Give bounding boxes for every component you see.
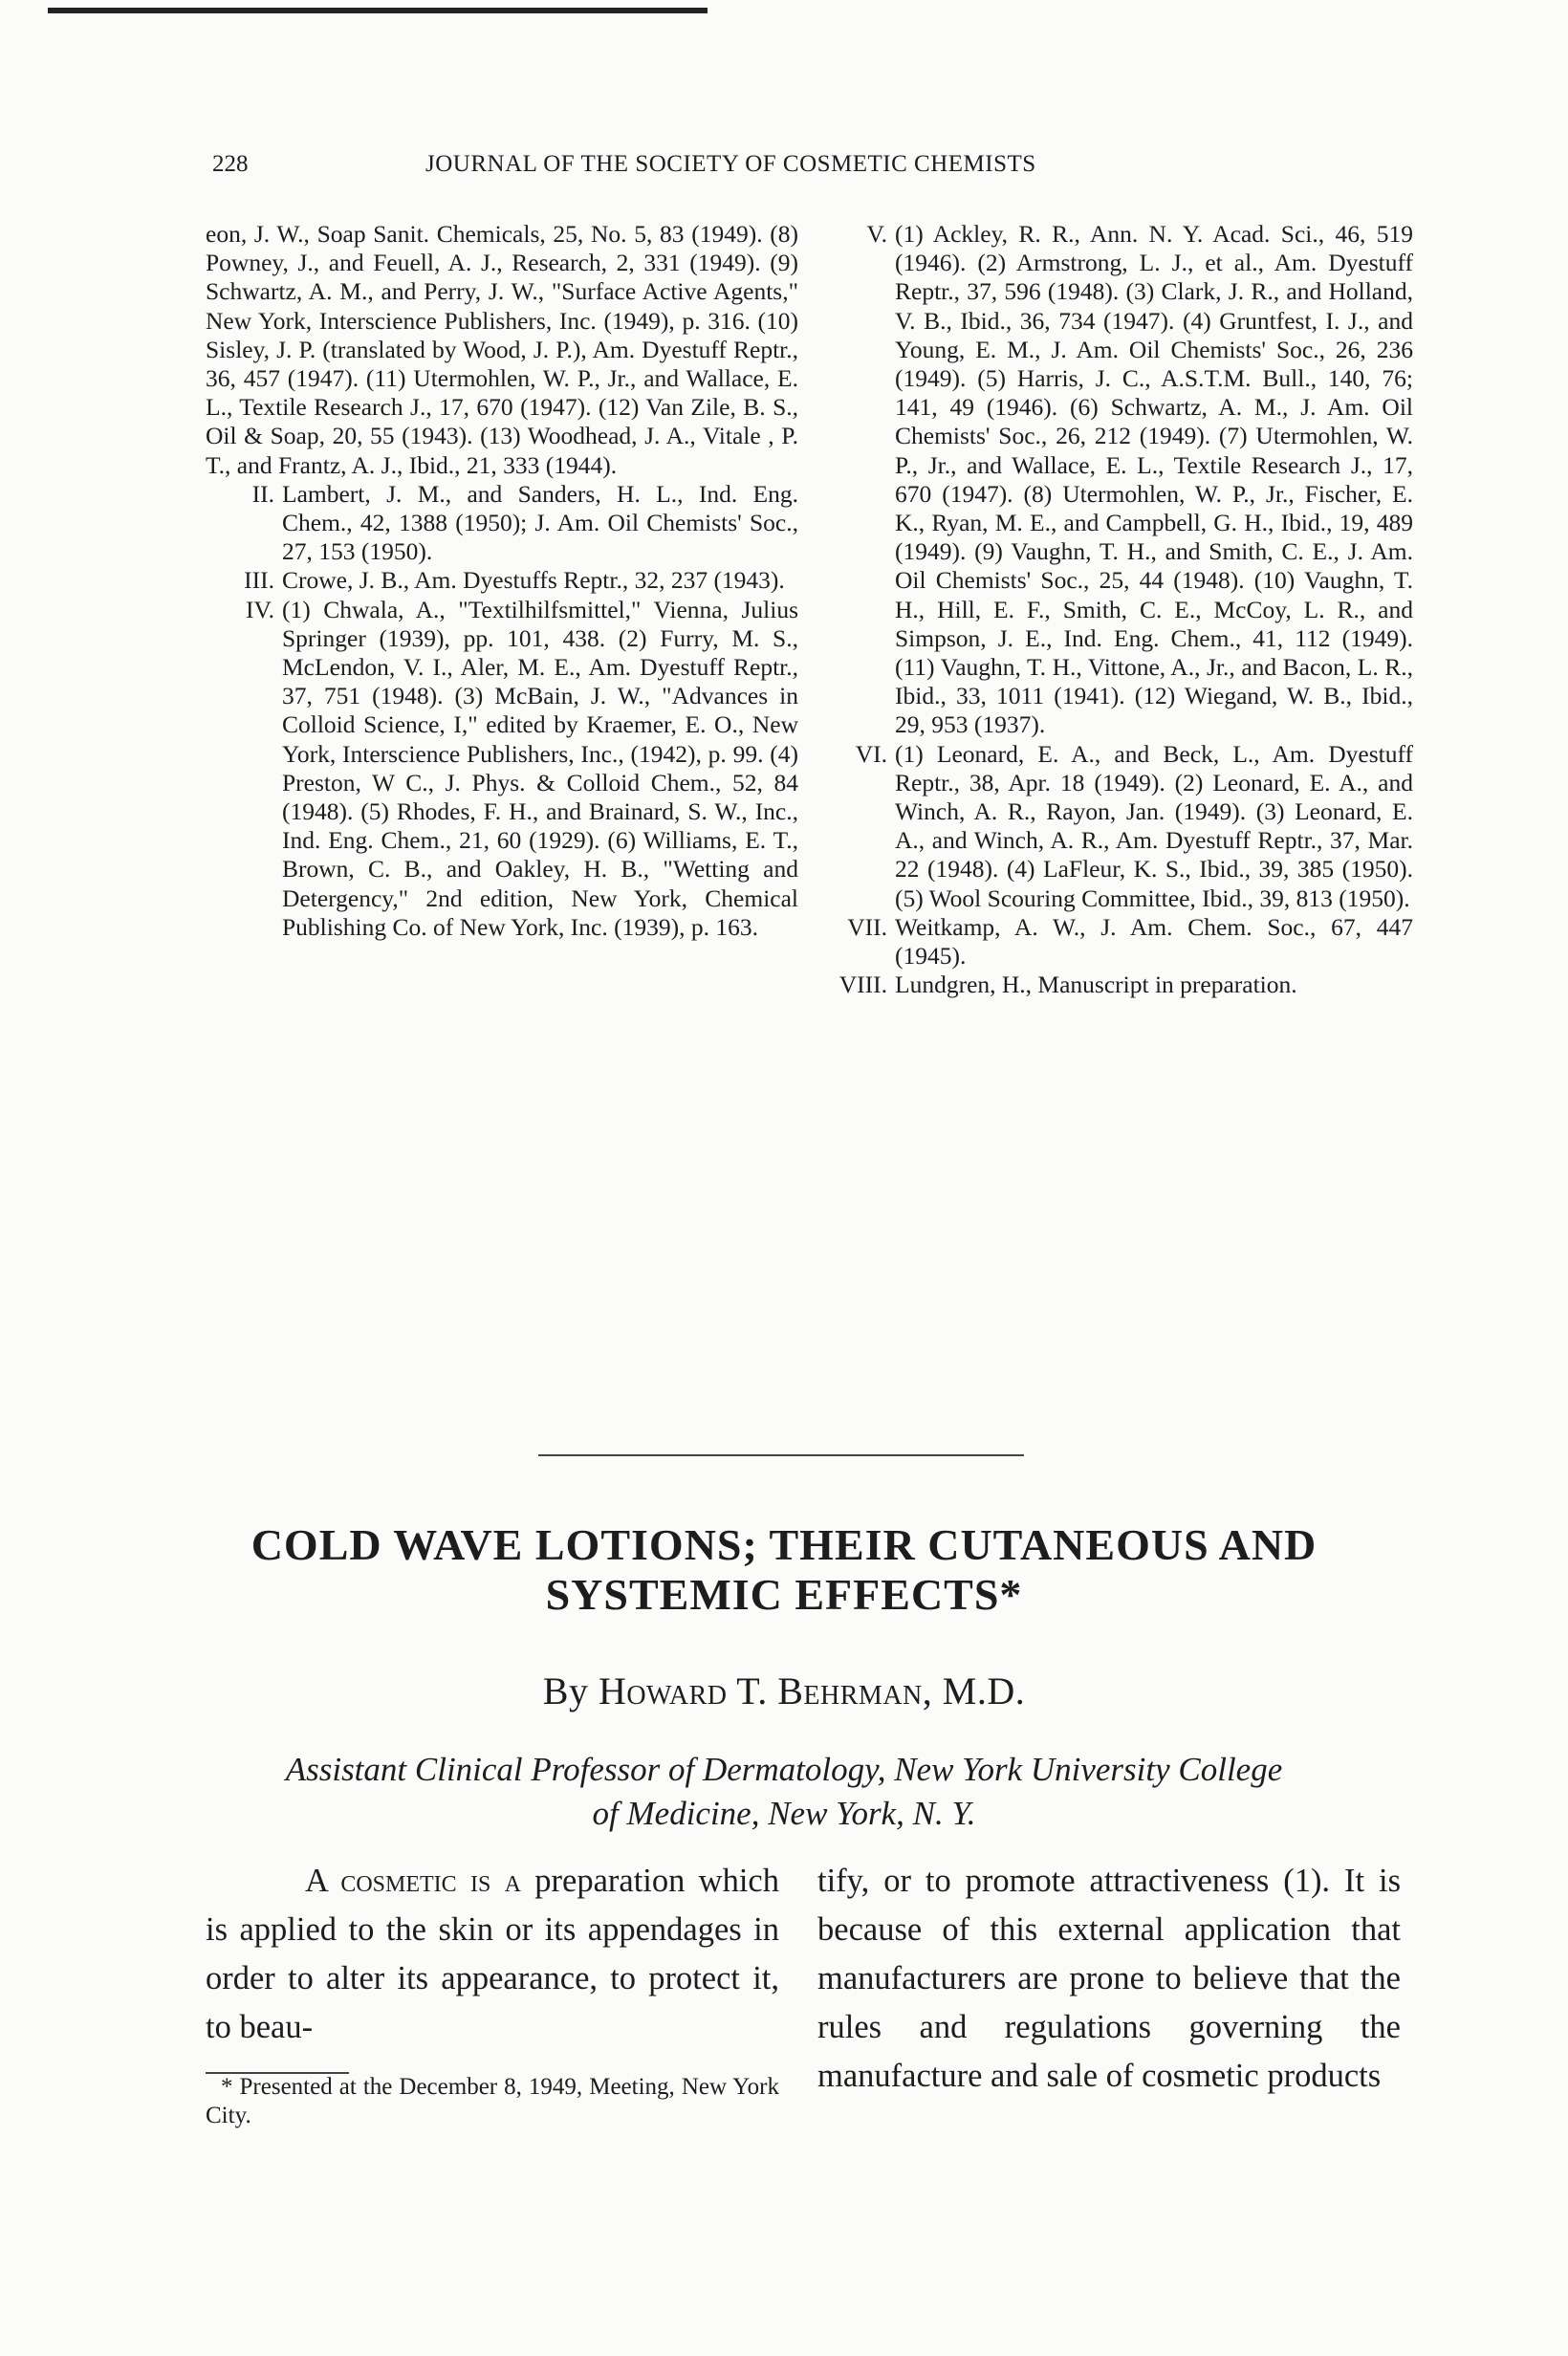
reference-entry [206, 220, 798, 480]
reference-text: Crowe, J. B., Am. Dyestuffs Reptr., 32, 237 (1943). [282, 566, 785, 595]
reference-number: V. [866, 220, 887, 248]
references-left-column [206, 220, 798, 942]
body-paragraph: tify, or to promote attractiveness (1). It is because of this external application that manufacturers are prone to believe that the rules and regulations governing the manufacture and sale of cosmetic products [817, 1863, 1401, 2094]
reference-text: (1) Ackley, R. R., Ann. N. Y. Acad. Sci., 46, 519 (1946). (2) Armstrong, L. J., et al., Am. Dyestuff Reptr., 37, 596 (1948). (3) Clark, J. R., and Holland, V. B., Ibid., 36, 734 (1947). (4) Gruntfest, I. J., and Young, E. M., J. Am. Oil Chemists' Soc., 26, 236 (1949). (5) Harris, J. C., A.S.T.M. Bull., 140, 76; 141, 49 (1946). (6) Schwartz, A. M., J. Am. Oil Chemists' Soc., 26, 212 (1949). (7) Utermohlen, W. P., Jr., and Wallace, E. L., Textile Research J., 17, 670 (1947). (8) Utermohlen, W. P., Jr., Fischer, E. K., Ryan, M. E., and Campbell, G. H., Ibid., 19, 489 (1949). (9) Vaughn, T. H., and Smith, C. E., J. Am. Oil Chemists' Soc., 25, 44 (1948). (10) Vaughn, T. H., Hill, E. F., Smith, C. E., McCoy, L. R., and Simpson, J. E., Ind. Eng. Chem., 41, 112 (1949). (11) Vaughn, T. H., Vittone, A., Jr., and Bacon, L. R., Ibid., 33, 1011 (1941). (12) Wiegand, W. B., Ibid., 29, 953 (1937). [895, 220, 1413, 739]
reference-entry [206, 596, 798, 942]
reference-entry [818, 971, 1413, 999]
reference-entry [818, 740, 1413, 913]
reference-number: IV. [246, 595, 274, 623]
body-column-right [817, 1857, 1401, 2101]
byline [143, 1669, 1425, 1713]
reference-number: II. [251, 479, 274, 508]
references-right-column [818, 220, 1413, 999]
reference-text: (1) Chwala, A., "Textilhilfsmittel," Vienna, Julius Springer (1939), pp. 101, 438. (2) Furry, M. S., McLendon, V. I., Aler, M. E., Am. Dyestuff Reptr., 37, 751 (1948). (3) McBain, J. W., "Advances in Colloid Science, I," edited by Kraemer, E. O., New York, Interscience Publishers, Inc., (1942), p. 99. (4) Preston, W C., J. Phys. & Colloid Chem., 52, 84 (1948). (5) Rhodes, F. H., and Brainard, S. W., Inc., Ind. Eng. Chem., 21, 60 (1929). (6) Williams, E. T., Brown, C. B., and Oakley, H. B., "Wetting and Detergency," 2nd edition, New York, Chemical Publishing Co. of New York, Inc. (1939), p. 163. [282, 595, 798, 941]
reference-entry [818, 913, 1413, 971]
reference-entry [206, 566, 798, 595]
article-title-line: SYSTEMIC EFFECTS* [545, 1570, 1023, 1619]
reference-text: Lambert, J. M., and Sanders, H. L., Ind. Eng. Chem., 42, 1388 (1950); J. Am. Oil Chemists' Soc., 27, 153 (1950). [282, 479, 798, 566]
affiliation-line: of Medicine, New York, N. Y. [592, 1795, 976, 1832]
page-number: 228 [212, 151, 249, 177]
reference-text: (1) Leonard, E. A., and Beck, L., Am. Dyestuff Reptr., 38, Apr. 18 (1949). (2) Leonard, E. A., and Winch, A. R., Rayon, Jan. (1949). (3) Leonard, E. A., and Winch, A. R., Am. Dyestuff Reptr., 37, Mar. 22 (1948). (4) LaFleur, K. S., Ibid., 39, 385 (1950). (5) Wool Scouring Committee, Ibid., 39, 813 (1950). [895, 739, 1413, 912]
author-affiliation [191, 1748, 1377, 1836]
author-name: Howard T. Behrman, M.D. [598, 1669, 1026, 1712]
byline-by: By [542, 1669, 589, 1712]
body-paragraph: preparation which is applied to the skin or its appendages in order to alter its appearance, to protect it, to beau- [206, 1863, 779, 2045]
reference-number: VII. [847, 912, 887, 941]
scan-artifact-bar [48, 8, 708, 13]
reference-number: VIII. [838, 971, 887, 999]
footnote [206, 2073, 779, 2130]
section-divider [538, 1454, 1024, 1456]
reference-text: eon, J. W., Soap Sanit. Chemicals, 25, No. 5, 83 (1949). (8) Powney, J., and Feuell, A. J., Research, 2, 331 (1949). (9) Schwartz, A. M., and Perry, J. W., "Surface Active Agents," New York, Interscience Publishers, Inc. (1949), p. 316. (10) Sisley, J. P. (translated by Wood, J. P.), Am. Dyestuff Reptr., 36, 457 (1947). (11) Utermohlen, W. P., Jr., and Wallace, E. L., Textile Research J., 17, 670 (1947). (12) Van Zile, B. S., Oil & Soap, 20, 55 (1943). (13) Woodhead, J. A., Vitale , P. T., and Frantz, A. J., Ibid., 21, 333 (1944). [206, 220, 798, 479]
reference-entry [818, 220, 1413, 740]
reference-text: Weitkamp, A. W., J. Am. Chem. Soc., 67, 447 (1945). [895, 912, 1413, 971]
reference-number: III. [244, 566, 274, 595]
running-head [0, 151, 1568, 189]
reference-text: Lundgren, H., Manuscript in preparation. [895, 971, 1297, 999]
affiliation-line: Assistant Clinical Professor of Dermatology, New York University College [285, 1751, 1283, 1788]
reference-number: VI. [855, 739, 887, 768]
article-title [143, 1520, 1425, 1620]
body-lead-in: A cosmetic is a [305, 1863, 521, 1899]
article-title-line: COLD WAVE LOTIONS; THEIR CUTANEOUS AND [250, 1520, 1318, 1569]
body-column-left [206, 1857, 779, 2052]
reference-entry [206, 480, 798, 567]
footnote-text: * Presented at the December 8, 1949, Meeting, New York City. [206, 2074, 779, 2128]
journal-title: JOURNAL OF THE SOCIETY OF COSMETIC CHEMISTS [425, 151, 1036, 177]
